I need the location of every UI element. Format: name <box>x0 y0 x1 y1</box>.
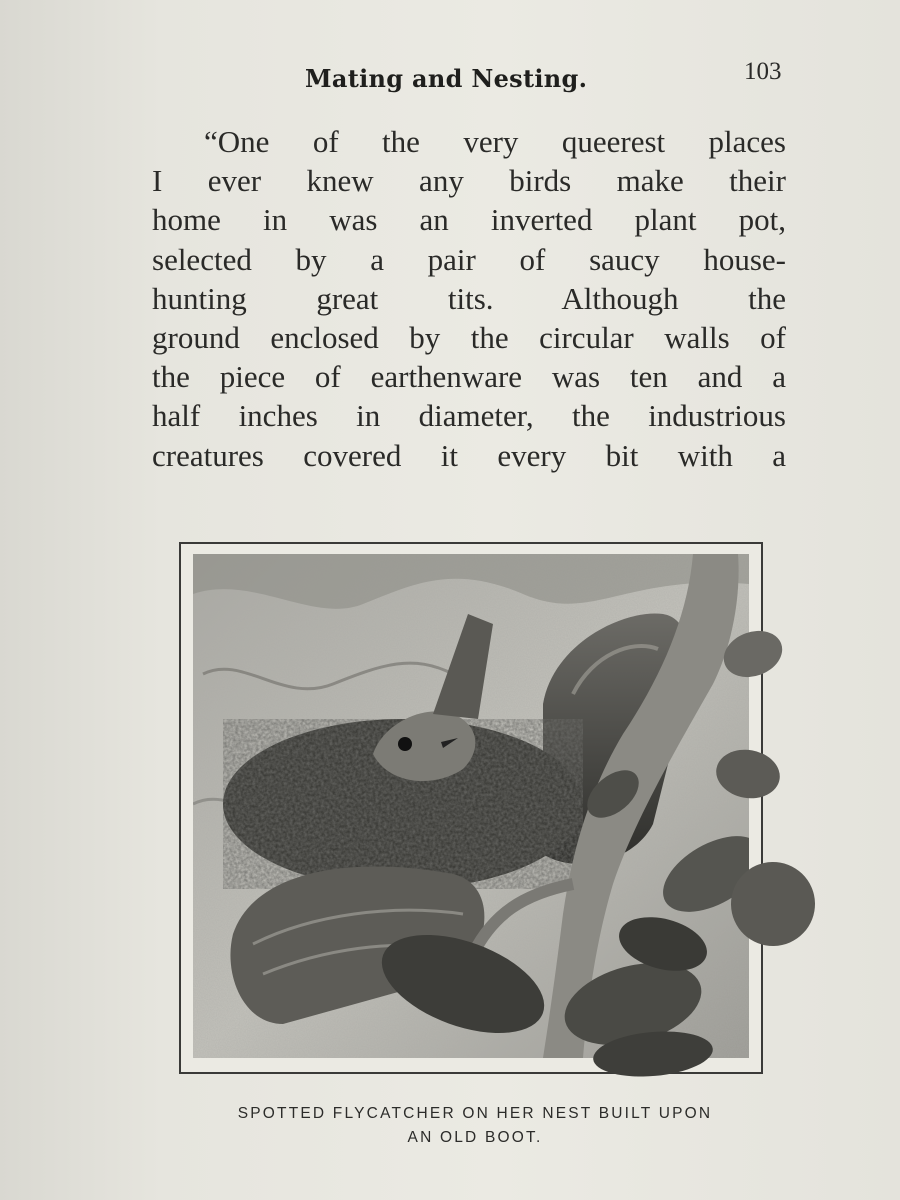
body-line: I ever knew any birds make their <box>152 163 786 199</box>
figure-caption <box>170 1102 780 1150</box>
body-line: half inches in diameter, the industrious <box>152 398 786 434</box>
page-number: 103 <box>744 58 782 85</box>
body-line: “One of the very queerest places <box>204 124 786 159</box>
caption-line: SPOTTED FLYCATCHER ON HER NEST BUILT UPON <box>237 1105 713 1122</box>
caption-line: AN OLD BOOT. <box>407 1129 543 1146</box>
body-paragraph <box>152 122 786 475</box>
body-line: home in was an inverted plant pot, <box>152 202 786 238</box>
flycatcher-nest-photo <box>193 554 749 1058</box>
body-line: creatures covered it every bit with a <box>152 437 786 473</box>
body-line: the piece of earthenware was ten and a <box>152 359 786 395</box>
body-line: selected by a pair of saucy house- <box>152 241 786 277</box>
running-title: Mating and Nesting. <box>305 64 588 93</box>
body-line: hunting great tits. Although the <box>152 280 786 316</box>
body-line: ground enclosed by the circular walls of <box>152 319 786 355</box>
